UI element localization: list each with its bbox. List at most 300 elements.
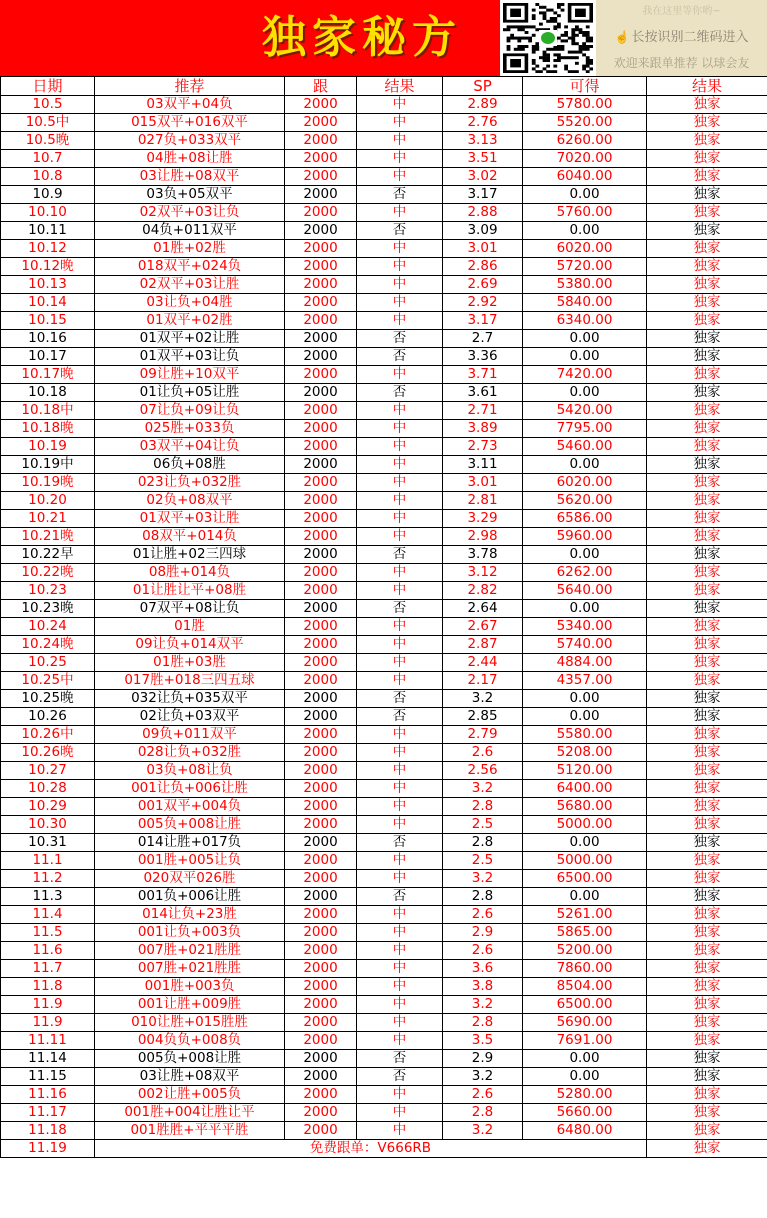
sp-cell: 3.17 (443, 312, 523, 330)
stake-cell: 2000 (285, 978, 357, 996)
result-cell: 中 (357, 240, 443, 258)
payout-cell: 5840.00 (523, 294, 647, 312)
table-row (1, 456, 767, 474)
tag-cell: 独家 (647, 168, 767, 186)
sp-cell: 2.82 (443, 582, 523, 600)
result-cell: 中 (357, 906, 443, 924)
result-cell: 中 (357, 780, 443, 798)
payout-cell: 5690.00 (523, 1014, 647, 1032)
result-cell: 中 (357, 582, 443, 600)
result-cell: 中 (357, 456, 443, 474)
tag-cell: 独家 (647, 708, 767, 726)
tag-cell: 独家 (647, 402, 767, 420)
stake-cell: 2000 (285, 996, 357, 1014)
sp-cell: 2.79 (443, 726, 523, 744)
stake-cell: 2000 (285, 114, 357, 132)
sp-cell: 3.13 (443, 132, 523, 150)
date-cell: 11.17 (1, 1104, 95, 1122)
stake-cell: 2000 (285, 798, 357, 816)
stake-cell: 2000 (285, 186, 357, 204)
date-cell: 10.5晚 (1, 132, 95, 150)
stake-cell: 2000 (285, 546, 357, 564)
stake-cell: 2000 (285, 402, 357, 420)
pick-cell: 007胜+021胜胜 (95, 942, 285, 960)
stake-cell: 2000 (285, 528, 357, 546)
date-cell: 10.17晚 (1, 366, 95, 384)
date-cell: 11.5 (1, 924, 95, 942)
payout-cell: 6500.00 (523, 870, 647, 888)
result-cell: 否 (357, 546, 443, 564)
sp-cell: 3.02 (443, 168, 523, 186)
stake-cell: 2000 (285, 96, 357, 114)
result-cell: 中 (357, 726, 443, 744)
pick-cell: 09让负+014双平 (95, 636, 285, 654)
tag-cell: 独家 (647, 600, 767, 618)
welcome-text: 欢迎来跟单推荐 以球会友 (613, 56, 750, 70)
sp-cell: 2.98 (443, 528, 523, 546)
pick-cell: 007胜+021胜胜 (95, 960, 285, 978)
sp-cell: 2.85 (443, 708, 523, 726)
table-row (1, 942, 767, 960)
payout-cell: 5261.00 (523, 906, 647, 924)
result-cell: 否 (357, 186, 443, 204)
date-cell: 10.25晚 (1, 690, 95, 708)
tag-cell: 独家 (647, 1068, 767, 1086)
sp-cell: 2.88 (443, 204, 523, 222)
stake-cell: 2000 (285, 1068, 357, 1086)
date-cell: 10.17 (1, 348, 95, 366)
col-date: 日期 (1, 77, 95, 96)
payout-cell: 5720.00 (523, 258, 647, 276)
pick-cell: 01双平+02胜 (95, 312, 285, 330)
result-cell: 中 (357, 204, 443, 222)
payout-cell: 0.00 (523, 1050, 647, 1068)
sp-cell: 2.73 (443, 438, 523, 456)
date-cell: 10.25中 (1, 672, 95, 690)
stake-cell: 2000 (285, 690, 357, 708)
date-cell: 10.13 (1, 276, 95, 294)
tag-cell: 独家 (647, 1032, 767, 1050)
pick-cell: 005负+008让胜 (95, 816, 285, 834)
sp-cell: 2.8 (443, 798, 523, 816)
date-cell: 10.29 (1, 798, 95, 816)
payout-cell: 6340.00 (523, 312, 647, 330)
stake-cell: 2000 (285, 942, 357, 960)
sp-cell: 3.01 (443, 240, 523, 258)
result-cell: 中 (357, 420, 443, 438)
stake-cell: 2000 (285, 636, 357, 654)
tag-cell: 独家 (647, 942, 767, 960)
tag-cell: 独家 (647, 276, 767, 294)
table-row (1, 996, 767, 1014)
result-cell: 中 (357, 942, 443, 960)
table-row (1, 294, 767, 312)
result-cell: 中 (357, 798, 443, 816)
tag-cell: 独家 (647, 330, 767, 348)
payout-cell: 6262.00 (523, 564, 647, 582)
stake-cell: 2000 (285, 960, 357, 978)
date-cell: 10.27 (1, 762, 95, 780)
pick-cell: 04胜+08让胜 (95, 150, 285, 168)
qr-code-icon (503, 3, 593, 73)
result-cell: 中 (357, 618, 443, 636)
sp-cell: 2.6 (443, 942, 523, 960)
payout-cell: 7795.00 (523, 420, 647, 438)
table-row (1, 726, 767, 744)
sp-cell: 3.09 (443, 222, 523, 240)
sp-cell: 2.8 (443, 1014, 523, 1032)
result-cell: 中 (357, 492, 443, 510)
pick-cell: 09负+011双平 (95, 726, 285, 744)
sp-cell: 2.6 (443, 906, 523, 924)
result-cell: 否 (357, 708, 443, 726)
table-row (1, 888, 767, 906)
qr-code[interactable] (500, 0, 596, 76)
result-cell: 中 (357, 312, 443, 330)
table-row (1, 1032, 767, 1050)
payout-cell: 0.00 (523, 348, 647, 366)
date-cell: 10.26晚 (1, 744, 95, 762)
date-cell: 11.9 (1, 996, 95, 1014)
tag-cell: 独家 (647, 546, 767, 564)
sp-cell: 2.44 (443, 654, 523, 672)
pick-cell: 015双平+016双平 (95, 114, 285, 132)
payout-cell: 4884.00 (523, 654, 647, 672)
pick-cell: 01让胜让平+08胜 (95, 582, 285, 600)
pick-cell: 001双平+004负 (95, 798, 285, 816)
sp-cell: 3.01 (443, 474, 523, 492)
tag-cell: 独家 (647, 924, 767, 942)
pick-cell: 028让负+032胜 (95, 744, 285, 762)
table-header (1, 77, 767, 96)
sp-cell: 2.6 (443, 744, 523, 762)
stake-cell: 2000 (285, 420, 357, 438)
table-row (1, 96, 767, 114)
pick-cell: 01双平+03让胜 (95, 510, 285, 528)
tag-cell: 独家 (647, 456, 767, 474)
table-row (1, 618, 767, 636)
pick-cell: 07双平+08让负 (95, 600, 285, 618)
sp-cell: 3.61 (443, 384, 523, 402)
stake-cell: 2000 (285, 672, 357, 690)
table-row (1, 798, 767, 816)
sp-cell: 2.87 (443, 636, 523, 654)
table-row (1, 330, 767, 348)
sp-cell: 2.8 (443, 1104, 523, 1122)
table-row (1, 1050, 767, 1068)
result-cell: 中 (357, 978, 443, 996)
payout-cell: 0.00 (523, 546, 647, 564)
table-row (1, 546, 767, 564)
date-cell: 10.26 (1, 708, 95, 726)
table-row (1, 258, 767, 276)
date-cell: 10.23 (1, 582, 95, 600)
sp-cell: 2.17 (443, 672, 523, 690)
table-row (1, 366, 767, 384)
pick-cell: 025胜+033负 (95, 420, 285, 438)
payout-cell: 5420.00 (523, 402, 647, 420)
payout-cell: 0.00 (523, 690, 647, 708)
payout-cell: 0.00 (523, 1068, 647, 1086)
tag-cell: 独家 (647, 762, 767, 780)
tag-cell: 独家 (647, 474, 767, 492)
payout-cell: 7860.00 (523, 960, 647, 978)
stake-cell: 2000 (285, 816, 357, 834)
result-cell: 中 (357, 474, 443, 492)
table-row (1, 384, 767, 402)
result-cell: 中 (357, 150, 443, 168)
pick-cell: 027负+033双平 (95, 132, 285, 150)
pick-cell: 08双平+014负 (95, 528, 285, 546)
table-row (1, 636, 767, 654)
table-row (1, 1122, 767, 1140)
date-cell: 11.16 (1, 1086, 95, 1104)
date-cell: 10.25 (1, 654, 95, 672)
result-cell: 中 (357, 114, 443, 132)
col-sp: SP (443, 77, 523, 96)
date-cell: 11.3 (1, 888, 95, 906)
table-row (1, 114, 767, 132)
tag-cell: 独家 (647, 1104, 767, 1122)
date-cell: 11.4 (1, 906, 95, 924)
table-body (1, 96, 767, 1140)
sp-cell: 2.9 (443, 1050, 523, 1068)
sp-cell: 3.71 (443, 366, 523, 384)
payout-cell: 0.00 (523, 456, 647, 474)
sp-cell: 2.5 (443, 852, 523, 870)
pick-cell: 005负+008让胜 (95, 1050, 285, 1068)
table-row (1, 582, 767, 600)
payout-cell: 0.00 (523, 600, 647, 618)
pick-cell: 001胜+004让胜让平 (95, 1104, 285, 1122)
sp-cell: 2.67 (443, 618, 523, 636)
sp-cell: 2.6 (443, 1086, 523, 1104)
sp-cell: 3.51 (443, 150, 523, 168)
tag-cell: 独家 (647, 978, 767, 996)
result-cell: 否 (357, 1068, 443, 1086)
payout-cell: 6586.00 (523, 510, 647, 528)
payout-cell: 0.00 (523, 708, 647, 726)
tag-cell: 独家 (647, 186, 767, 204)
table-row (1, 978, 767, 996)
tag-cell: 独家 (647, 384, 767, 402)
table-row (1, 654, 767, 672)
stake-cell: 2000 (285, 600, 357, 618)
payout-cell: 5760.00 (523, 204, 647, 222)
tag-cell: 独家 (647, 438, 767, 456)
date-cell: 10.21晚 (1, 528, 95, 546)
payout-cell: 0.00 (523, 186, 647, 204)
stake-cell: 2000 (285, 1122, 357, 1140)
tag-cell: 独家 (647, 1122, 767, 1140)
payout-cell: 0.00 (523, 834, 647, 852)
table-row (1, 150, 767, 168)
stake-cell: 2000 (285, 924, 357, 942)
stake-cell: 2000 (285, 330, 357, 348)
table-row (1, 564, 767, 582)
tag-cell: 独家 (647, 1050, 767, 1068)
date-cell: 10.18 (1, 384, 95, 402)
table-row (1, 1086, 767, 1104)
result-cell: 否 (357, 834, 443, 852)
footer-note: 免费跟单：V666RB (95, 1140, 647, 1158)
tag-cell: 独家 (647, 564, 767, 582)
result-cell: 否 (357, 348, 443, 366)
result-cell: 中 (357, 960, 443, 978)
stake-cell: 2000 (285, 888, 357, 906)
sp-cell: 3.12 (443, 564, 523, 582)
tag-cell: 独家 (647, 726, 767, 744)
tag-cell: 独家 (647, 618, 767, 636)
stake-cell: 2000 (285, 150, 357, 168)
tag-cell: 独家 (647, 150, 767, 168)
stake-cell: 2000 (285, 780, 357, 798)
payout-cell: 5200.00 (523, 942, 647, 960)
pick-cell: 020双平026胜 (95, 870, 285, 888)
tag-cell: 独家 (647, 222, 767, 240)
col-payout: 可得 (523, 77, 647, 96)
pick-cell: 03双平+04让负 (95, 438, 285, 456)
result-cell: 中 (357, 1014, 443, 1032)
result-cell: 中 (357, 1122, 443, 1140)
tag-cell: 独家 (647, 582, 767, 600)
date-cell: 11.9 (1, 1014, 95, 1032)
footer-tag: 独家 (647, 1140, 767, 1158)
payout-cell: 7691.00 (523, 1032, 647, 1050)
pick-cell: 014让负+23胜 (95, 906, 285, 924)
date-cell: 10.24 (1, 618, 95, 636)
pick-cell: 001让胜+009胜 (95, 996, 285, 1014)
result-cell: 中 (357, 744, 443, 762)
result-cell: 否 (357, 330, 443, 348)
result-cell: 中 (357, 654, 443, 672)
table-row (1, 906, 767, 924)
payout-cell: 5780.00 (523, 96, 647, 114)
date-cell: 11.2 (1, 870, 95, 888)
sp-cell: 2.64 (443, 600, 523, 618)
scan-hint: 长按识别二维码进入 (631, 30, 749, 45)
sp-cell: 2.8 (443, 834, 523, 852)
pick-cell: 09让胜+10双平 (95, 366, 285, 384)
pick-cell: 01双平+02让胜 (95, 330, 285, 348)
sp-cell: 2.56 (443, 762, 523, 780)
col-result: 结果 (357, 77, 443, 96)
result-cell: 中 (357, 1104, 443, 1122)
sp-cell: 3.2 (443, 870, 523, 888)
stake-cell: 2000 (285, 1014, 357, 1032)
result-cell: 中 (357, 258, 443, 276)
sp-cell: 2.89 (443, 96, 523, 114)
tag-cell: 独家 (647, 816, 767, 834)
date-cell: 11.15 (1, 1068, 95, 1086)
sp-cell: 3.17 (443, 186, 523, 204)
payout-cell: 5520.00 (523, 114, 647, 132)
result-cell: 中 (357, 438, 443, 456)
tag-cell: 独家 (647, 834, 767, 852)
pick-cell: 02让负+03双平 (95, 708, 285, 726)
sp-cell: 3.8 (443, 978, 523, 996)
table-row (1, 924, 767, 942)
stake-cell: 2000 (285, 1032, 357, 1050)
table-row (1, 870, 767, 888)
stake-cell: 2000 (285, 132, 357, 150)
stake-cell: 2000 (285, 456, 357, 474)
pick-cell: 001负+006让胜 (95, 888, 285, 906)
sp-cell: 2.8 (443, 888, 523, 906)
date-cell: 10.7 (1, 150, 95, 168)
tag-cell: 独家 (647, 672, 767, 690)
pick-cell: 07让负+09让负 (95, 402, 285, 420)
record-table (0, 76, 767, 1158)
table-row (1, 960, 767, 978)
table-row (1, 438, 767, 456)
side-note: 我在这里等你哟~ (642, 6, 721, 17)
date-cell: 10.8 (1, 168, 95, 186)
stake-cell: 2000 (285, 1050, 357, 1068)
tag-cell: 独家 (647, 852, 767, 870)
stake-cell: 2000 (285, 312, 357, 330)
date-cell: 10.23晚 (1, 600, 95, 618)
pick-cell: 002让胜+005负 (95, 1086, 285, 1104)
table-row (1, 780, 767, 798)
payout-cell: 0.00 (523, 384, 647, 402)
date-cell: 11.14 (1, 1050, 95, 1068)
payout-cell: 6020.00 (523, 240, 647, 258)
col-pick: 推荐 (95, 77, 285, 96)
date-cell: 10.19 (1, 438, 95, 456)
result-cell: 否 (357, 384, 443, 402)
stake-cell: 2000 (285, 438, 357, 456)
stake-cell: 2000 (285, 258, 357, 276)
sp-cell: 3.29 (443, 510, 523, 528)
pick-cell: 03让负+04胜 (95, 294, 285, 312)
stake-cell: 2000 (285, 276, 357, 294)
pick-cell: 06负+08胜 (95, 456, 285, 474)
payout-cell: 5660.00 (523, 1104, 647, 1122)
pick-cell: 01让胜+02三四球 (95, 546, 285, 564)
tag-cell: 独家 (647, 528, 767, 546)
pick-cell: 001让负+003负 (95, 924, 285, 942)
result-cell: 中 (357, 168, 443, 186)
sp-cell: 3.6 (443, 960, 523, 978)
pick-cell: 023让负+032胜 (95, 474, 285, 492)
stake-cell: 2000 (285, 168, 357, 186)
result-cell: 中 (357, 870, 443, 888)
sp-cell: 3.11 (443, 456, 523, 474)
date-cell: 10.16 (1, 330, 95, 348)
pick-cell: 01让负+05让胜 (95, 384, 285, 402)
sp-cell: 2.69 (443, 276, 523, 294)
tag-cell: 独家 (647, 780, 767, 798)
stake-cell: 2000 (285, 222, 357, 240)
stake-cell: 2000 (285, 744, 357, 762)
stake-cell: 2000 (285, 870, 357, 888)
tag-cell: 独家 (647, 996, 767, 1014)
date-cell: 11.11 (1, 1032, 95, 1050)
date-cell: 10.31 (1, 834, 95, 852)
pick-cell: 001胜胜+平平平胜 (95, 1122, 285, 1140)
table-row (1, 492, 767, 510)
stake-cell: 2000 (285, 1086, 357, 1104)
date-cell: 10.24晚 (1, 636, 95, 654)
stake-cell: 2000 (285, 384, 357, 402)
date-cell: 10.18中 (1, 402, 95, 420)
table-row (1, 186, 767, 204)
pick-cell: 001胜+005让负 (95, 852, 285, 870)
table-row (1, 510, 767, 528)
table-row (1, 312, 767, 330)
payout-cell: 5580.00 (523, 726, 647, 744)
